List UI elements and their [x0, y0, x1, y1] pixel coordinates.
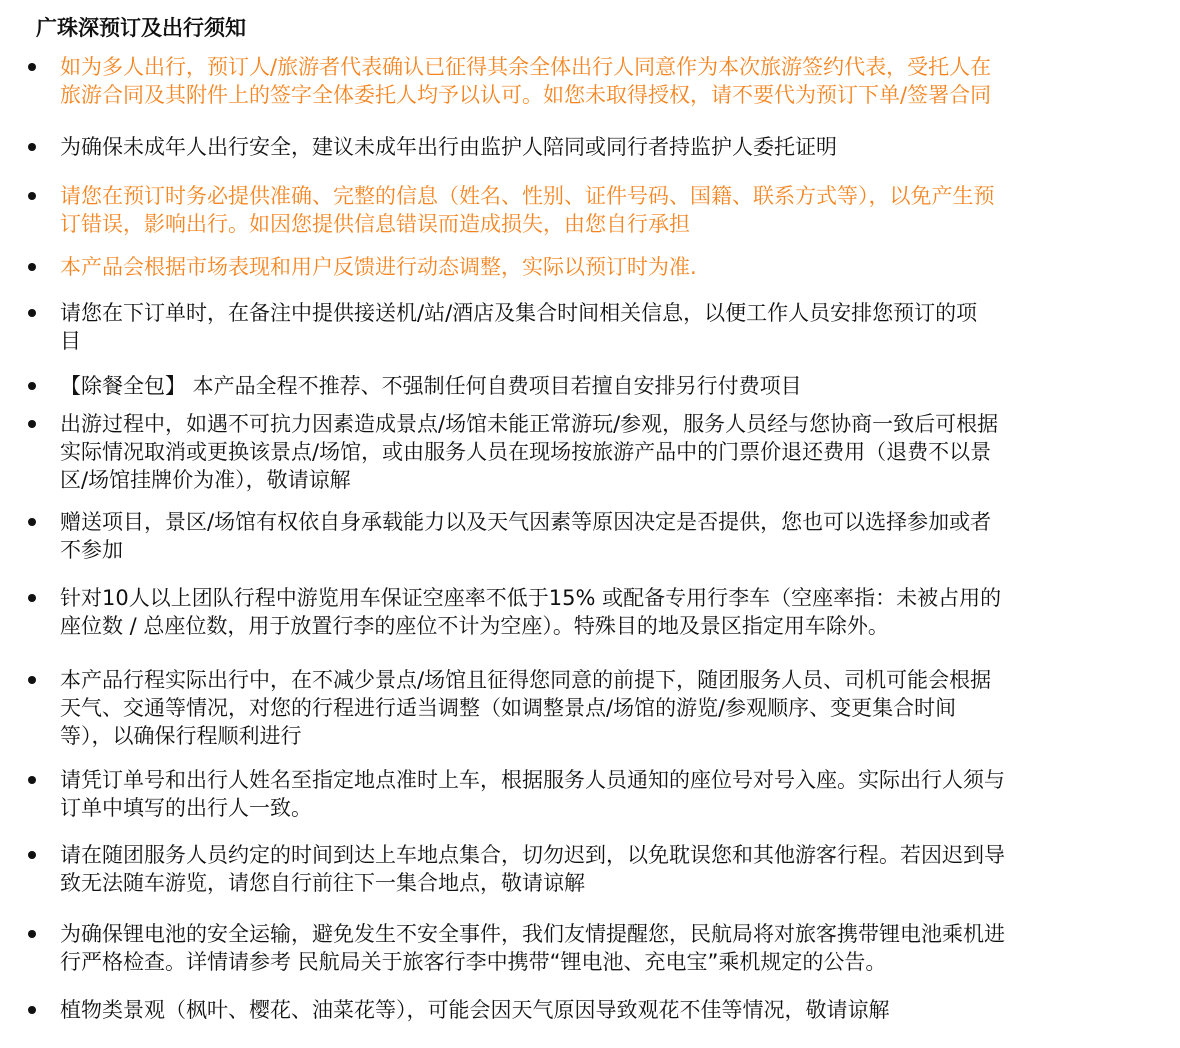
notice-text: 为确保未成年人出行安全，建议未成年出行由监护人陪同或同行者持监护人委托证明 — [60, 135, 837, 159]
bullet-icon — [28, 263, 36, 271]
notice-text: 出游过程中，如遇不可抗力因素造成景点/场馆未能正常游玩/参观，服务人员经与您协商一致后可根据 实际情况取消或更换该景点/场馆，或由服务人员在现场按旅游产品中的门票价退还费用（退费不以景 区/场馆挂牌价为准），敬请谅解 — [60, 412, 999, 492]
bullet-icon — [28, 143, 36, 151]
notice-text: 针对10人以上团队行程中游览用车保证空座率不低于15% 或配备专用行李车（空座率指：未被占用的 座位数 / 总座位数，用于放置行李的座位不计为空座）。特殊目的地及景区指定用车除外。 — [60, 586, 1002, 638]
notice-text: 如为多人出行，预订人/旅游者代表确认已征得其余全体出行人同意作为本次旅游签约代表，受托人在 旅游合同及其附件上的签字全体委托人均予以认可。如您未取得授权，请不要代为预订下单/签署合同 — [60, 55, 992, 107]
bullet-icon — [28, 594, 36, 602]
bullet-icon — [28, 776, 36, 784]
bullet-icon — [28, 518, 36, 526]
notice-text: 请在随团服务人员约定的时间到达上车地点集合，切勿迟到，以免耽误您和其他游客行程。若因迟到导 致无法随车游览，请您自行前往下一集合地点，敬请谅解 — [60, 843, 1005, 895]
bullet-icon — [28, 382, 36, 390]
notice-text: 请您在下订单时，在备注中提供接送机/站/酒店及集合时间相关信息，以便工作人员安排您预订的项 目 — [60, 301, 978, 353]
notice-text: 【除餐全包】 本产品全程不推荐、不强制任何自费项目若擅自安排另行付费项目 — [60, 374, 802, 398]
bullet-icon — [28, 420, 36, 428]
bullet-icon — [28, 930, 36, 938]
notice-text: 请凭订单号和出行人姓名至指定地点准时上车，根据服务人员通知的座位号对号入座。实际出行人须与 订单中填写的出行人一致。 — [60, 768, 1005, 820]
notice-text: 本产品会根据市场表现和用户反馈进行动态调整，实际以预订时为准. — [60, 255, 697, 279]
bullet-icon — [28, 851, 36, 859]
notice-text: 赠送项目，景区/场馆有权依自身承载能力以及天气因素等原因决定是否提供，您也可以选择参加或者 不参加 — [60, 510, 992, 562]
bullet-icon — [28, 1006, 36, 1014]
page-title: 广珠深预订及出行须知 — [36, 16, 246, 40]
notice-text: 植物类景观（枫叶、樱花、油菜花等），可能会因天气原因导致观花不佳等情况，敬请谅解 — [60, 998, 890, 1022]
notice-text: 请您在预订时务必提供准确、完整的信息（姓名、性别、证件号码、国籍、联系方式等），以免产生预 订错误，影响出行。如因您提供信息错误而造成损失，由您自行承担 — [60, 184, 995, 236]
bullet-icon — [28, 309, 36, 317]
notice-text: 本产品行程实际出行中，在不减少景点/场馆且征得您同意的前提下，随团服务人员、司机可能会根据 天气、交通等情况，对您的行程进行适当调整（如调整景点/场馆的游览/参观顺序、变更集合时间 等），以确保行程顺利进行 — [60, 668, 992, 748]
bullet-icon — [28, 676, 36, 684]
bullet-icon — [28, 192, 36, 200]
notice-text: 为确保锂电池的安全运输，避免发生不安全事件，我们友情提醒您，民航局将对旅客携带锂电池乘机进 行严格检查。详情请参考 民航局关于旅客行李中携带“锂电池、充电宝”乘机规定的公告。 — [60, 922, 1005, 974]
bullet-icon — [28, 63, 36, 71]
